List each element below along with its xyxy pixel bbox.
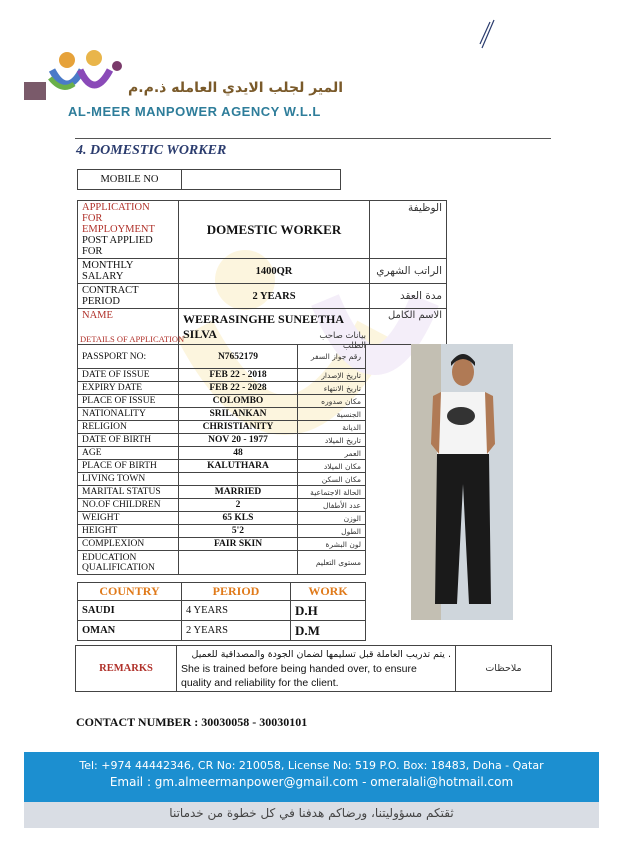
details-row [78, 538, 366, 551]
section-title: 4. DOMESTIC WORKER [76, 143, 227, 158]
details-row [78, 473, 366, 486]
remarks-english-line1: She is trained before being handed over, to ensure [181, 662, 417, 675]
detail-label: HEIGHT [78, 525, 179, 538]
detail-label: NO.OF CHILDREN [78, 499, 179, 512]
details-row [78, 447, 366, 460]
footer-slogan: ثقتكم مسؤوليتنا، ورضاكم هدفنا في كل خطوة من خدماتنا [169, 806, 454, 820]
post-applied-label: POST APPLIED FOR [82, 235, 153, 257]
name-arabic: الاسم الكامل [370, 309, 447, 345]
salary-value: 1400QR [179, 259, 370, 284]
application-label-3: EMPLOYMENT [82, 224, 155, 235]
col-country: COUNTRY [78, 583, 182, 601]
detail-label: DATE OF BIRTH [78, 434, 179, 447]
detail-label: LIVING TOWN [78, 473, 179, 486]
details-header-arabic: بيانات صاحب الطلب [319, 331, 366, 351]
detail-value: 2 [179, 499, 298, 512]
detail-value: 65 KLS [179, 512, 298, 525]
detail-value: 5'2 [179, 525, 298, 538]
detail-value: FEB 22 - 2028 [179, 382, 298, 395]
contact-number: CONTACT NUMBER : 30030058 - 30030101 [76, 715, 308, 729]
detail-value [179, 473, 298, 486]
salary-arabic: الراتب الشهري [370, 259, 447, 284]
name-label: NAME [78, 309, 179, 345]
post-applied-value: DOMESTIC WORKER [179, 201, 370, 259]
details-row [78, 369, 366, 382]
footer-line1: Tel: +974 44442346, CR No: 210058, License No: 519 P.O. Box: 18483, Doha - Qatar [79, 759, 544, 772]
name-value-line1: WEERASINGHE SUNEETHA [183, 311, 345, 326]
remarks-arabic-label: ملاحظات [456, 646, 552, 692]
pen-mark-icon [478, 18, 498, 52]
detail-value: NOV 20 - 1977 [179, 434, 298, 447]
company-name-arabic: المير لجلب الايدي العامله ذ.م.م [128, 80, 344, 96]
mobile-table [77, 169, 341, 190]
details-row [78, 345, 366, 369]
detail-label: DATE OF ISSUE [78, 369, 179, 382]
details-row [78, 512, 366, 525]
detail-arabic: مستوى التعليم [298, 551, 366, 575]
exp-country: SAUDI [78, 601, 182, 621]
detail-label: PLACE OF ISSUE [78, 395, 179, 408]
detail-value: FEB 22 - 2018 [179, 369, 298, 382]
detail-arabic: تاريخ الميلاد [298, 434, 366, 447]
salary-label: MONTHLY SALARY [78, 259, 179, 284]
details-row [78, 499, 366, 512]
exp-country: OMAN [78, 621, 182, 641]
remarks-label: REMARKS [76, 646, 177, 692]
footer-line2: Email : gm.almeermanpower@gmail.com - omeralali@hotmail.com [109, 775, 514, 789]
detail-value: N7652179 [179, 345, 298, 369]
footer-slogan-bar [24, 800, 599, 828]
experience-table [77, 582, 366, 641]
exp-period: 2 YEARS [182, 621, 291, 641]
details-row [78, 382, 366, 395]
applicant-photo [411, 344, 513, 620]
detail-arabic: الطول [298, 525, 366, 538]
details-row [78, 551, 366, 575]
detail-arabic: رقم جواز السفر [298, 345, 366, 369]
mobile-value [182, 170, 341, 190]
detail-label: AGE [78, 447, 179, 460]
name-value-line2: SILVA [183, 326, 218, 341]
remarks-english-line2: quality and reliability for the client. [181, 676, 339, 689]
detail-arabic: مكان صدوره [298, 395, 366, 408]
detail-arabic: تاريخ الإصدار [298, 369, 366, 382]
details-row [78, 421, 366, 434]
detail-value: CHRISTIANITY [179, 421, 298, 434]
detail-label: PASSPORT NO: [78, 345, 179, 369]
detail-label: RELIGION [78, 421, 179, 434]
remarks-table [75, 645, 552, 692]
detail-arabic: تاريخ الانتهاء [298, 382, 366, 395]
exp-work: D.M [291, 621, 366, 641]
detail-arabic: مكان السكن [298, 473, 366, 486]
detail-label: WEIGHT [78, 512, 179, 525]
detail-value: MARRIED [179, 486, 298, 499]
col-work: WORK [291, 583, 366, 601]
contract-label: CONTRACT PERIOD [78, 284, 179, 309]
detail-value: COLOMBO [179, 395, 298, 408]
detail-label: NATIONALITY [78, 408, 179, 421]
detail-arabic: مكان الميلاد [298, 460, 366, 473]
details-row [78, 395, 366, 408]
detail-label: COMPLEXION [78, 538, 179, 551]
detail-arabic: الجنسية [298, 408, 366, 421]
details-row [78, 525, 366, 538]
detail-value: 48 [179, 447, 298, 460]
detail-arabic: الحالة الاجتماعية [298, 486, 366, 499]
detail-label: PLACE OF BIRTH [78, 460, 179, 473]
details-header-label: DETAILS OF APPLICATION [80, 334, 185, 344]
detail-value: KALUTHARA [179, 460, 298, 473]
detail-arabic: الديانة [298, 421, 366, 434]
details-row [78, 486, 366, 499]
contract-arabic: مدة العقد [370, 284, 447, 309]
details-row [78, 434, 366, 447]
detail-label: EXPIRY DATE [78, 382, 179, 395]
contract-value: 2 YEARS [179, 284, 370, 309]
company-logo [22, 48, 122, 103]
divider [75, 138, 551, 139]
detail-arabic: الوزن [298, 512, 366, 525]
detail-value: SRILANKAN [179, 408, 298, 421]
detail-value: FAIR SKIN [179, 538, 298, 551]
details-row [78, 460, 366, 473]
detail-arabic: لون البشرة [298, 538, 366, 551]
post-arabic: الوظيفة [370, 201, 447, 259]
details-table [77, 344, 366, 575]
exp-work: D.H [291, 601, 366, 621]
application-label-2: FOR [82, 213, 103, 224]
remarks-arabic-text: يتم تدريب العاملة قبل تسليمها لضمان الجودة والمصداقية للعميل . [191, 648, 451, 660]
application-table [77, 200, 447, 345]
col-period: PERIOD [182, 583, 291, 601]
person-photo-icon [411, 344, 513, 620]
detail-arabic: عدد الأطفال [298, 499, 366, 512]
details-row [78, 408, 366, 421]
footer-contact-bar [24, 752, 599, 800]
detail-arabic: العمر [298, 447, 366, 460]
mobile-label: MOBILE NO [78, 170, 182, 190]
detail-label: MARITAL STATUS [78, 486, 179, 499]
company-name-english: AL-MEER MANPOWER AGENCY W.L.L [68, 104, 321, 119]
detail-value [179, 551, 298, 575]
detail-label: EDUCATION QUALIFICATION [78, 551, 179, 575]
application-label-1: APPLICATION [82, 202, 150, 213]
exp-period: 4 YEARS [182, 601, 291, 621]
people-logo-icon [22, 48, 122, 103]
